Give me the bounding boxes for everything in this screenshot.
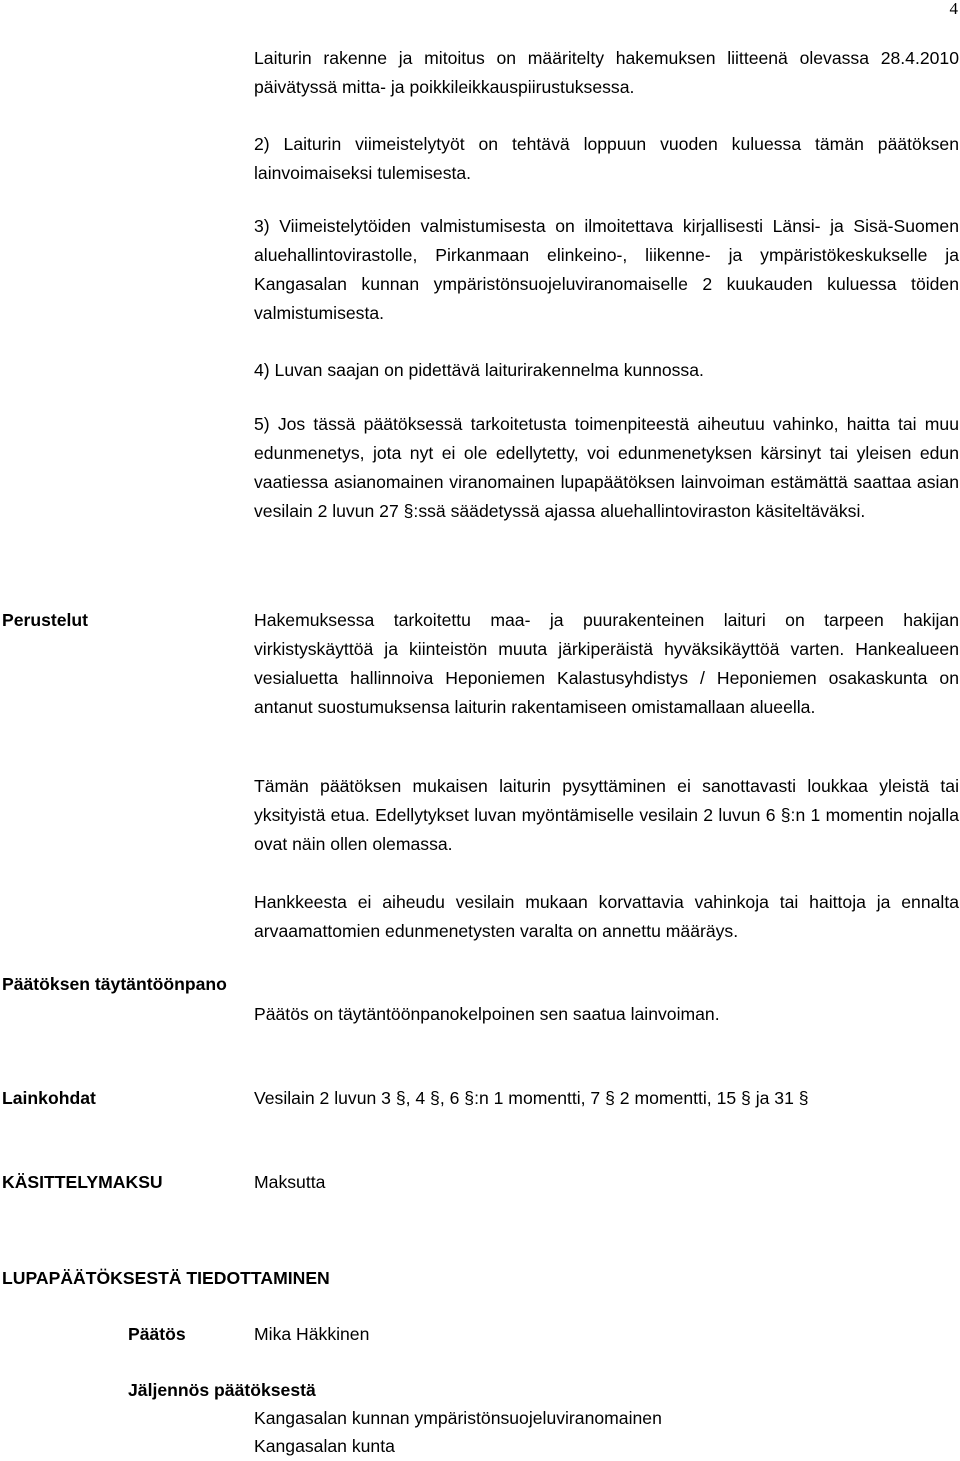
recipient-item: Kangasalan kunta bbox=[254, 1436, 395, 1456]
paatos-label: Päätös bbox=[128, 1324, 186, 1344]
lainkohdat-text: Vesilain 2 luvun 3 §, 4 §, 6 §:n 1 momentti, 7 § 2 momentti, 15 § ja 31 § bbox=[254, 1088, 809, 1108]
condition-5-paragraph: 5) Jos tässä päätöksessä tarkoitetusta toimenpiteestä aiheutuu vahinko, haitta tai muu edunmenetys, jota nyt ei ole edellytetty, voi edunmenetyksen kärsinyt tai yleisen edun vaatiessa asianomainen viranomainen lupapäätöksen lainvoiman estämättä saattaa asian vesilain 2 luvun 27 §:ssä säädetyssä ajassa aluehallintoviraston käsiteltäväksi. bbox=[254, 414, 959, 521]
condition-2-paragraph: 2) Laiturin viimeistelytyöt on tehtävä loppuun vuoden kuluessa tämän päätöksen lainvoimaiseksi tulemisesta. bbox=[254, 134, 959, 183]
perustelut-paragraph-2: Tämän päätöksen mukaisen laiturin pysyttäminen ei sanottavasti loukkaa yleistä tai yksityistä etua. Edellytykset luvan myöntämiselle vesilain 2 luvun 6 §:n 1 momentin nojalla ovat näin ollen olemassa. bbox=[254, 776, 959, 854]
perustelut-paragraph-1: Hakemuksessa tarkoitettu maa- ja puurakenteinen laituri on tarpeen hakijan virkistyskäyttöä ja kiinteistön muuta järkiperäistä hyväksikäyttöä varten. Hankealueen vesialuetta hallinnoiva Heponiemen Kalastusyhdistys / Heponiemen osakaskunta on antanut suostumuksensa laiturin rakentamiseen omistamallaan alueella. bbox=[254, 610, 959, 717]
condition-4-paragraph: 4) Luvan saajan on pidettävä laiturirakennelma kunnossa. bbox=[254, 360, 704, 380]
taytantoonpano-text: Päätös on täytäntöönpanokelpoinen sen saatua lainvoiman. bbox=[254, 1004, 720, 1024]
tiedottaminen-heading: LUPAPÄÄTÖKSESTÄ TIEDOTTAMINEN bbox=[2, 1268, 330, 1288]
condition-structure-paragraph: Laiturin rakenne ja mitoitus on määritelty hakemuksen liitteenä olevassa 28.4.2010 päivätyssä mitta- ja poikkileikkauspiirustuksessa. bbox=[254, 48, 959, 97]
lainkohdat-heading: Lainkohdat bbox=[2, 1088, 96, 1108]
taytantoonpano-heading: Päätöksen täytäntöönpano bbox=[2, 974, 227, 994]
kasittelymaksu-heading: KÄSITTELYMAKSU bbox=[2, 1172, 163, 1192]
recipient-item: Kangasalan kunnan ympäristönsuojeluviranomainen bbox=[254, 1408, 662, 1428]
jaljennos-label: Jäljennös päätöksestä bbox=[128, 1380, 316, 1400]
perustelut-paragraph-3: Hankkeesta ei aiheudu vesilain mukaan korvattavia vahinkoja tai haittoja ja ennalta arvaamattomien edunmenetysten varalta on annettu määräys. bbox=[254, 892, 959, 941]
paatos-value: Mika Häkkinen bbox=[254, 1324, 370, 1344]
page-number: 4 bbox=[949, 0, 958, 18]
condition-3-paragraph: 3) Viimeistelytöiden valmistumisesta on ilmoitettava kirjallisesti Länsi- ja Sisä-Suomen aluehallintovirastolle, Pirkanmaan elinkeino-, liikenne- ja ympäristökeskukselle ja Kangasalan kunnan ympäristönsuojeluviranomaiselle 2 kuukauden kuluessa töiden valmistumisesta. bbox=[254, 216, 959, 323]
perustelut-heading: Perustelut bbox=[2, 610, 89, 630]
kasittelymaksu-text: Maksutta bbox=[254, 1172, 326, 1192]
